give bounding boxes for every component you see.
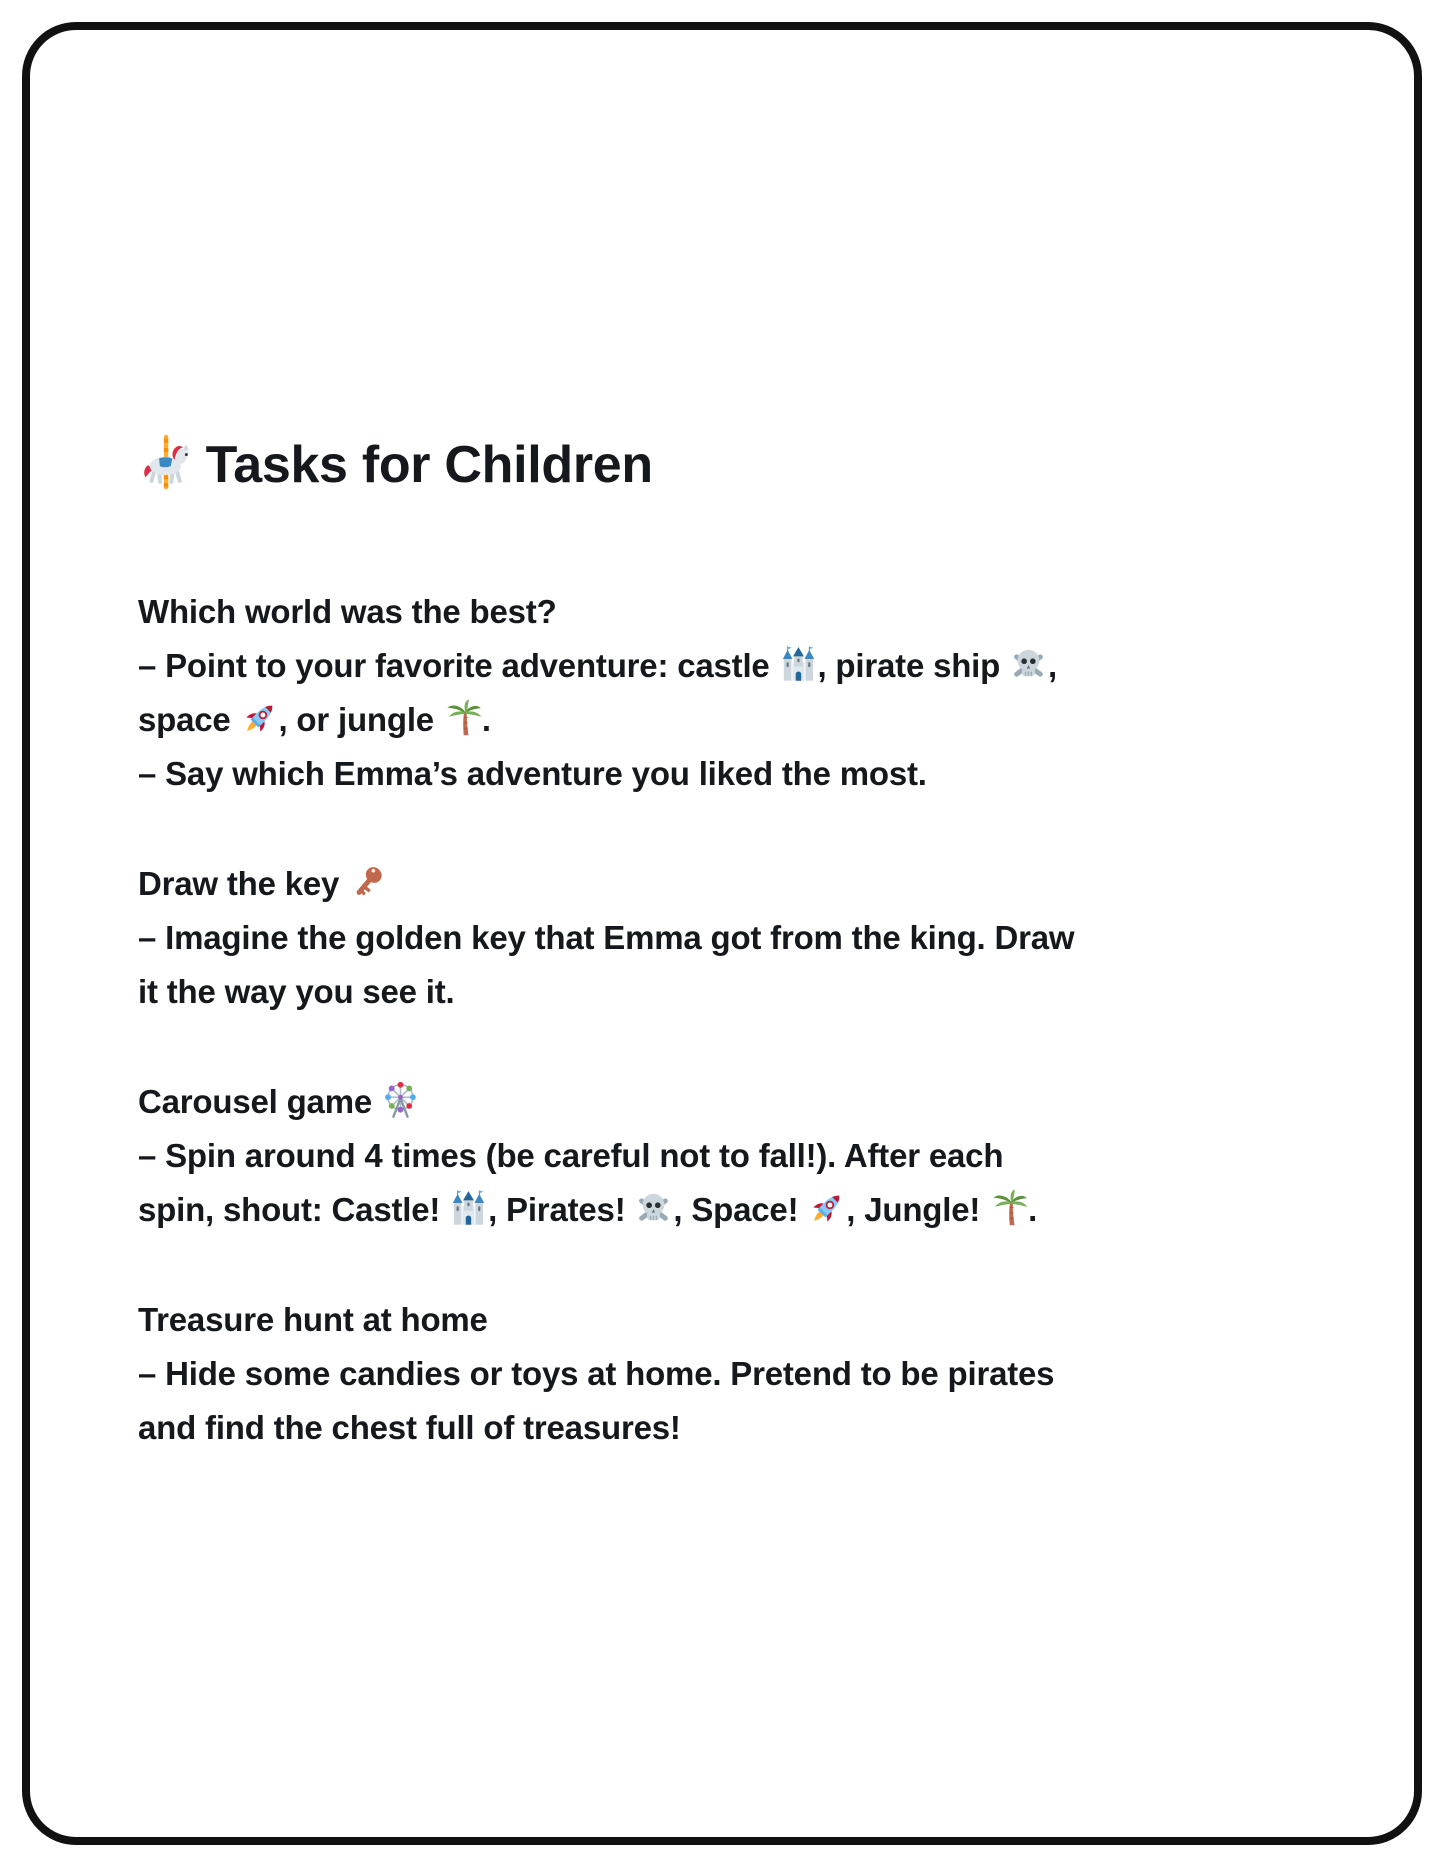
text-run: , Pirates! <box>488 1190 635 1228</box>
skull-and-crossbones-icon <box>1009 647 1048 684</box>
task-heading <box>138 1293 1368 1347</box>
text-run: – Point to your favorite adventure: castle <box>138 646 779 684</box>
skull-and-crossbones-icon <box>634 1191 673 1228</box>
text-run: Carousel game <box>138 1082 381 1120</box>
task-line <box>138 1347 1368 1401</box>
palm-tree-icon <box>443 701 482 738</box>
task-line <box>138 639 1368 693</box>
ferris-wheel-icon <box>381 1083 420 1120</box>
text-run: spin, shout: Castle! <box>138 1190 450 1228</box>
castle-icon <box>779 647 818 684</box>
task-heading <box>138 1075 1368 1129</box>
rocket-icon <box>807 1191 846 1228</box>
text-run: . <box>481 700 491 738</box>
task-line <box>138 1129 1368 1183</box>
text-run: , or jungle <box>278 700 443 738</box>
text-run: Draw the key <box>138 864 349 902</box>
rocket-icon <box>240 701 279 738</box>
task-line <box>138 965 1368 1019</box>
text-run: – Hide some candies or toys at home. Pretend to be pirates <box>138 1354 1055 1392</box>
document-content <box>138 434 1368 1455</box>
text-run: and find the chest full of treasures! <box>138 1408 681 1446</box>
task-section <box>138 857 1368 1019</box>
task-heading <box>138 857 1368 911</box>
text-run: , <box>1048 646 1057 684</box>
task-section <box>138 1293 1368 1455</box>
text-run: space <box>138 700 240 738</box>
palm-tree-icon <box>989 1191 1028 1228</box>
task-line <box>138 693 1368 747</box>
task-line <box>138 1183 1368 1237</box>
text-run: it the way you see it. <box>138 972 455 1010</box>
text-run: – Spin around 4 times (be careful not to fall!). After each <box>138 1136 1004 1174</box>
text-run: , Jungle! <box>846 1190 990 1228</box>
task-sections <box>138 585 1368 1455</box>
task-heading <box>138 585 1368 639</box>
old-key-icon <box>348 865 387 902</box>
task-line <box>138 911 1368 965</box>
text-run: Which world was the best? <box>138 592 557 630</box>
text-run: – Say which Emma’s adventure you liked the most. <box>138 754 927 792</box>
text-run: – Imagine the golden key that Emma got from the king. Draw <box>138 918 1075 956</box>
text-run: Treasure hunt at home <box>138 1300 488 1338</box>
task-section <box>138 585 1368 801</box>
task-section <box>138 1075 1368 1237</box>
carousel-horse-icon <box>138 436 206 494</box>
text-run: , pirate ship <box>817 646 1010 684</box>
task-line <box>138 1401 1368 1455</box>
page-title <box>138 434 1368 493</box>
page-title-text: Tasks for Children <box>205 435 653 494</box>
text-run: , Space! <box>673 1190 808 1228</box>
text-run: . <box>1028 1190 1038 1228</box>
page-border-frame <box>22 22 1422 1845</box>
task-line <box>138 747 1368 801</box>
castle-icon <box>449 1191 488 1228</box>
